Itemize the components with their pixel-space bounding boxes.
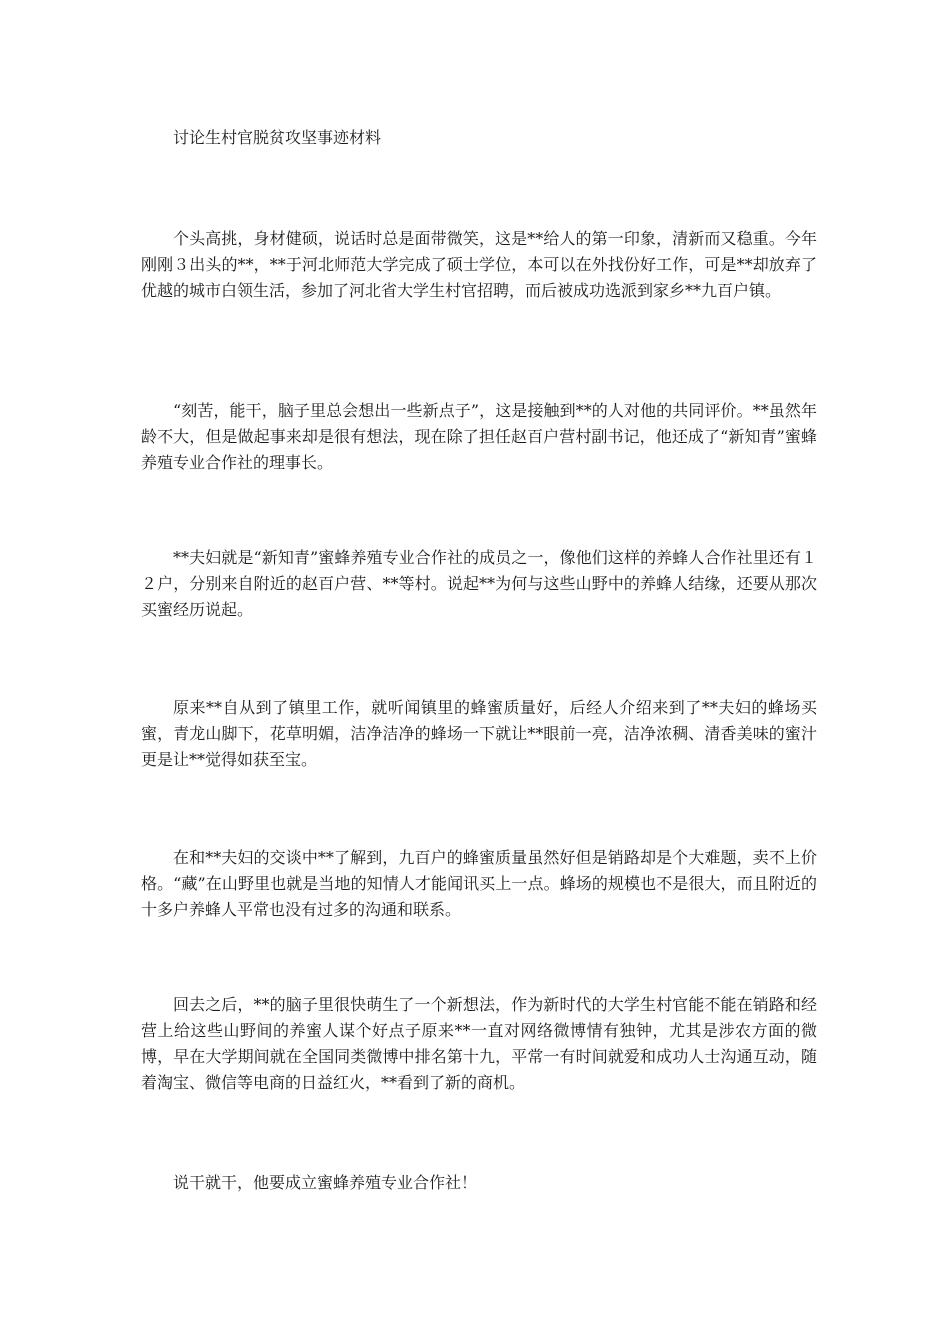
paragraph-4: 原来**自从到了镇里工作，就听闻镇里的蜂蜜质量好，后经人介绍来到了**夫妇的蜂场买蜜，青龙山脚下，花草明媚，洁净洁净的蜂场一下就让**眼前一亮，洁净浓稠、清香美味的蜜汁更是让**觉得如获至宝。 [141, 698, 817, 769]
paragraph-7: 说干就干，他要成立蜜蜂养殖专业合作社！ [173, 1173, 478, 1192]
paragraph-6: 回去之后，**的脑子里很快萌生了一个新想法，作为新时代的大学生村官能不能在销路和经营上给这些山野间的养蜜人谋个好点子原来**一直对网络微博情有独钟，尤其是涉农方面的微博，早在大学期间就在全国同类微博中排名第十九，平常一有时间就爱和成功人士沟通互动，随着淘宝、微信等电商的日益红火，**看到了新的商机。 [141, 995, 817, 1092]
paragraph-3: **夫妇就是“新知青”蜜蜂养殖专业合作社的成员之一，像他们这样的养蜂人合作社里还有１２户，分别来自附近的赵百户营、**等村。说起**为何与这些山野中的养蜂人结缘，还要从那次买蜜经历说起。 [141, 548, 817, 619]
paragraph-5: 在和**夫妇的交谈中**了解到，九百户的蜂蜜质量虽然好但是销路却是个大难题，卖不上价格。“藏”在山野里也就是当地的知情人才能闻讯买上一点。蜂场的规模也不是很大，而且附近的十多户养蜂人平常也没有过多的沟通和联系。 [141, 848, 817, 919]
paragraph-2: “刻苦，能干，脑子里总会想出一些新点子”，这是接触到**的人对他的共同评价。**虽然年龄不大，但是做起事来却是很有想法，现在除了担任赵百户营村副书记，他还成了“新知青”蜜蜂养殖专业合作社的理事长。 [141, 401, 817, 472]
paragraph-1: 个头高挑，身材健硕，说话时总是面带微笑，这是**给人的第一印象，清新而又稳重。今年刚刚３出头的**，**于河北师范大学完成了硕士学位，本可以在外找份好工作，可是**却放弃了优越的城市白领生活，参加了河北省大学生村官招聘，而后被成功选派到家乡**九百户镇。 [141, 229, 817, 300]
document-title: 讨论生村官脱贫攻坚事迹材料 [173, 128, 382, 147]
